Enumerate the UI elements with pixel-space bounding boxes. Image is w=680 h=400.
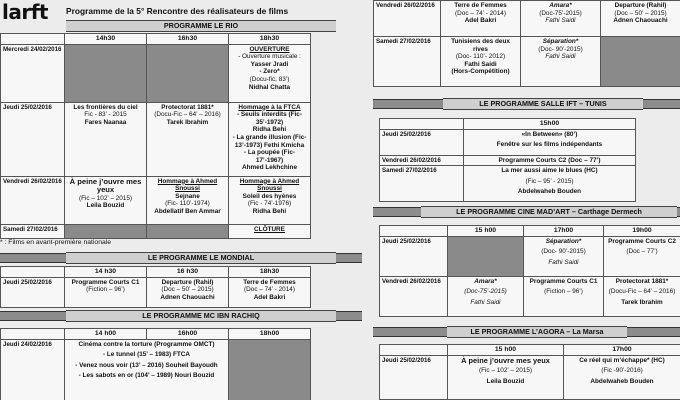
cont-cell: Terre de Femmes (Doc – 74’ - 2014) Adel Bakri (441, 1, 521, 37)
empty-slot (601, 37, 680, 87)
rachiq-date: Jeudi 24/02/2016 (1, 339, 65, 400)
rio-cell: Hommage à Ahmed Snoussi Sejnane (Fic- 110’-1974) Abdellatif Ben Ammar (147, 176, 229, 224)
rio-time-1: 14h30 (65, 34, 147, 45)
rio-cell: À peine j’ouvre mes yeux (Fic – 102’ – 2015) Leila Bouzid (65, 176, 147, 224)
rio-date: Mercredi 24/02/2016 (1, 44, 65, 102)
madart-time-2: 17h00 (524, 226, 604, 237)
madart-date: Jeudi 25/02/2016 (380, 236, 448, 276)
madart-cell: Protectorat 1881* (Docu-Fic – 64’ – 2016) Tarek Ibrahim (604, 276, 680, 316)
cont-cell: Séparation* (Doc- 90’-2015) Fathi Saidi (521, 37, 601, 87)
empty-slot (147, 44, 229, 102)
mondial-date: Jeudi 25/02/2016 (1, 277, 65, 307)
mondial-time-3: 18h30 (229, 267, 311, 278)
madart-cell: Amara* (Doc-75’-2015) Fathi Saidi (448, 276, 524, 316)
rachiq-title: LE PROGRAMME MC IBN RACHIQ (66, 310, 336, 322)
right-page (373, 0, 680, 400)
agora-date: Jeudi 25/02/2016 (380, 355, 448, 399)
mondial-cell: Departure (Rahil) (Doc – 50’ – 2015) Adnen Chaouachi (147, 277, 229, 307)
madart-date: Vendredi 26/02/2016 (380, 276, 448, 316)
mondial-title: LE PROGRAMME LE MONDIAL (66, 252, 336, 264)
agora-time-1: 15 h00 (448, 345, 564, 356)
rio-time-3: 18h30 (229, 34, 311, 45)
empty-slot (65, 44, 147, 102)
ift-time: 15h00 (464, 119, 636, 130)
ift-date: Vendredi 26/02/2016 (380, 155, 464, 166)
madart-cell: Programme Courts C2 (Doc – 77’) (604, 236, 680, 276)
madart-cell: Programme Courts C1 (Fiction – 96’) (524, 276, 604, 316)
rio-cell: Les frontières du ciel Fic - 83’ - 2015 Fares Naanaa (65, 102, 147, 176)
rachiq-time-1: 14 h00 (65, 329, 147, 340)
ift-title: LE PROGRAMME SALLE IFT – TUNIS (443, 98, 643, 110)
mondial-time-2: 16 h30 (147, 267, 229, 278)
brand-logo: larft (2, 0, 48, 24)
ift-date: Jeudi 25/02/2016 (380, 129, 464, 155)
agora-cell: Ce réel qui m’échappe* (HC) (Fic -90’-2016) Abdelwaheb Bouden (564, 355, 680, 399)
agora-title: LE PROGRAMME L’AGORA – La Marsa (447, 326, 627, 338)
rachiq-table (0, 328, 311, 400)
madart-table (379, 225, 680, 317)
rachiq-time-3: 18h00 (229, 329, 311, 340)
rio-date: Jeudi 25/02/2016 (1, 102, 65, 176)
rachiq-time-2: 16h00 (147, 329, 229, 340)
rio-cell: OUVERTURE - Ouverture musicale : Yasser Jradi - Zero* (Docu-fic, 83’) Nidhal Chatta (229, 44, 311, 102)
madart-cell: Séparation* (Doc- 90’-2015) Fathi Saidi (524, 236, 604, 276)
rio-cell: CLÔTURE (229, 224, 311, 238)
rio-cell: Protectorat 1881* (Docu-Fic – 64’ – 2016) Tarek Ibrahim (147, 102, 229, 176)
cont-cell: Tunisiens des deux rives (Doc- 110’- 2012) Fathi Saidi (Hors-Compétition) (441, 37, 521, 87)
rio-title: PROGRAMME LE RIO (66, 20, 336, 32)
footnote: * : Films en avant-première nationale (0, 239, 112, 246)
rio-date: Vendredi 26/02/2016 (1, 176, 65, 224)
cont-cell: Departure (Rahil) (Doc – 50’ – 2015) Adnen Chaouachi (601, 1, 680, 37)
ift-date: Samedi 27/02/2016 (380, 166, 464, 202)
rio-cell: Hommage à la FTCA - Seuils interdits (Fic-35’-1972) Ridha Behi - La grande illusion (Fic-13’-1973) Fethi Kmicha - La poupée (Fic-17’-1967) Ahmed Lekhchine (229, 102, 311, 176)
agora-cell: À peine j’ouvre mes yeux (Fic – 102’ – 2015) Leila Bouzid (448, 355, 564, 399)
mondial-cell: Terre de Femmes (Doc – 74’ - 2014) Adel Bakri (229, 277, 311, 307)
ift-cell: La mer aussi aime le blues (HC) (Fic – 95’ - 2015) Abdelwaheb Bouden (464, 166, 636, 202)
empty-slot (229, 339, 311, 400)
madart-title: LE PROGRAMME CINE MAD’ART – Carthage Dermech (421, 206, 677, 218)
page-subtitle: Programme de la 5° Rencontre des réalisateurs de films (66, 6, 289, 16)
rio-date: Samedi 27/02/2016 (1, 224, 65, 238)
ift-cell: «In Between» (80’) Fenêtre sur les films indépendants (464, 129, 636, 155)
masthead (0, 0, 362, 24)
continued-table (373, 0, 680, 87)
rachiq-cell: Cinéma contre la torture (Programme OMCT) - Le tunnel (15’ – 1983) FTCA - Venez nous voir (13’ – 2016) Souheil Bayoudh - Les sabots en or (104’ – 1989) Nouri Bouzid (65, 339, 229, 400)
ift-cell: Programme Courts C2 (Doc – 77’) (464, 155, 636, 166)
rio-time-2: 16h30 (147, 34, 229, 45)
empty-slot (448, 236, 524, 276)
madart-time-1: 15 h00 (448, 226, 524, 237)
mondial-time-1: 14 h30 (65, 267, 147, 278)
madart-time-3: 19h00 (604, 226, 680, 237)
ift-table (379, 118, 636, 202)
empty-slot (65, 224, 147, 238)
empty-slot (147, 224, 229, 238)
cont-date: Vendredi 26/02/2016 (374, 1, 441, 37)
rio-cell: Hommage à Ahmed Snoussi Soleil des hyènes (Fic - 74’-1976) Ridha Behi (229, 176, 311, 224)
agora-time-2: 17h00 (564, 345, 680, 356)
cont-date: Samedi 27/02/2016 (374, 37, 441, 87)
mondial-cell: Programme Courts C1 (Fiction – 96’) (65, 277, 147, 307)
rio-table (0, 33, 311, 239)
agora-table (379, 344, 680, 400)
mondial-table (0, 266, 311, 308)
cont-cell: Amara* (Doc-75’-2015) Fathi Saidi (521, 1, 601, 37)
